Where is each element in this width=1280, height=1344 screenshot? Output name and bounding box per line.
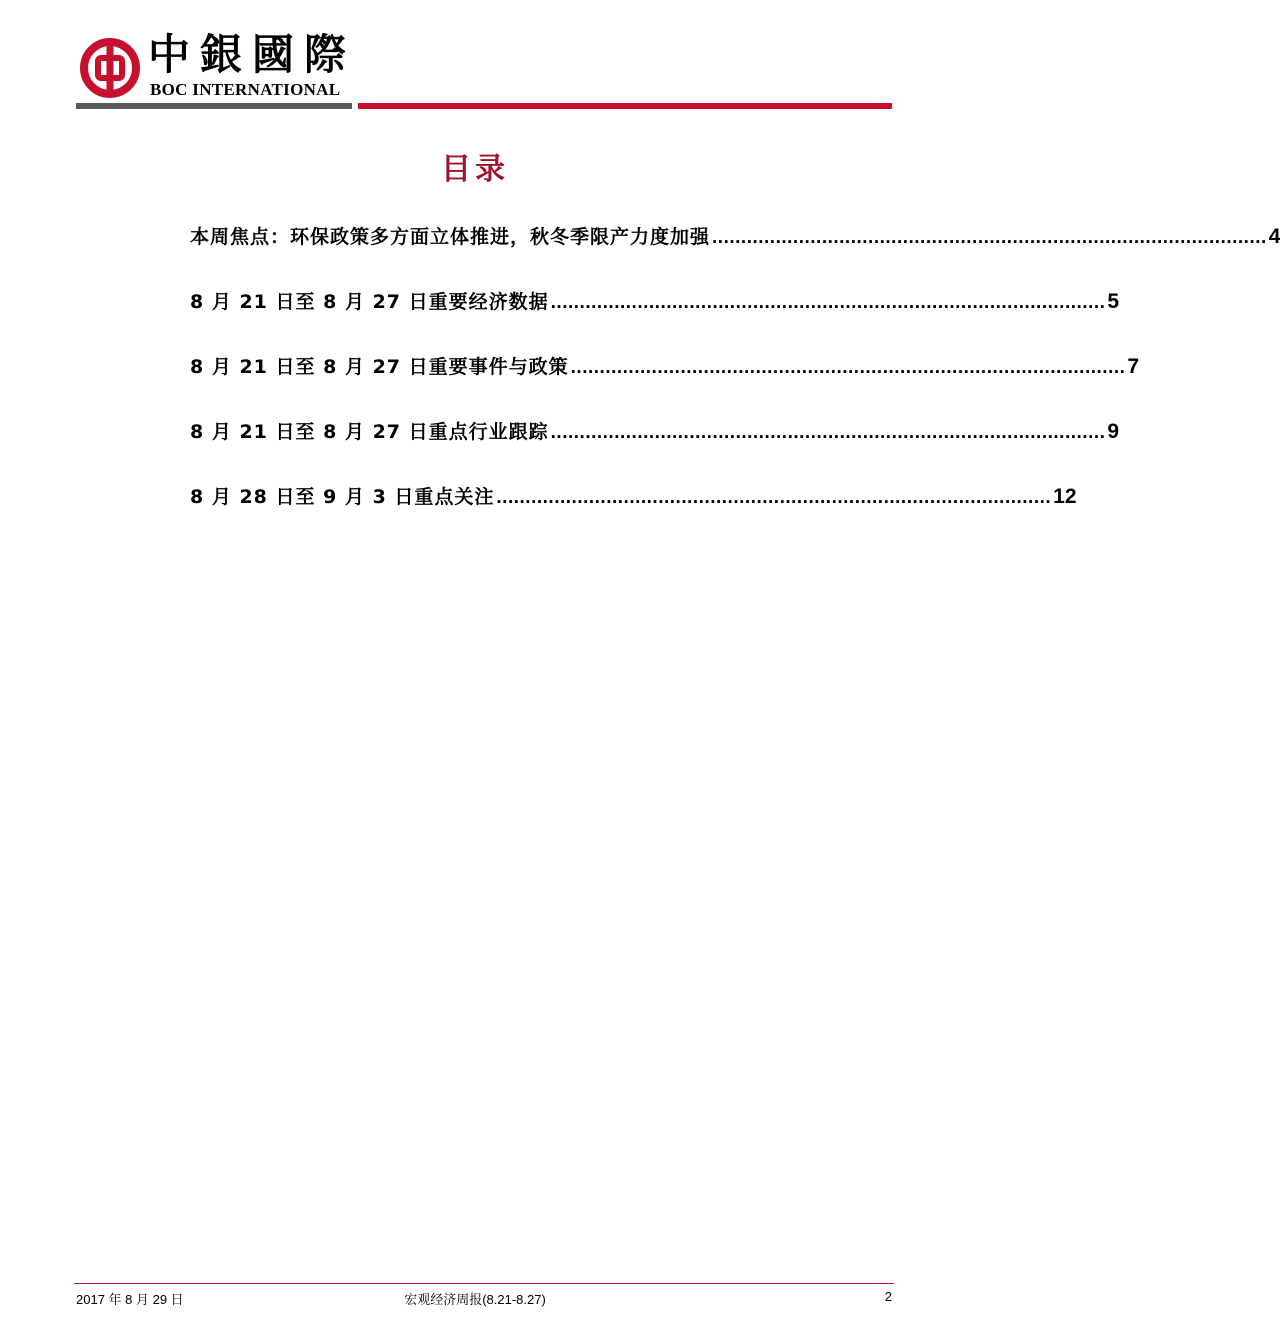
toc-entry-economic-data[interactable] — [190, 287, 1120, 352]
toc-entry-text: 8 月 21 日至 8 月 27 日重要事件与政策 — [190, 356, 569, 378]
toc-leader-dots: ................................................................................................ — [550, 292, 1106, 313]
boc-logo-icon — [80, 38, 140, 98]
toc-entry-page: 5 — [1107, 290, 1120, 313]
toc-entry-page: 9 — [1107, 420, 1120, 443]
footer-page-number: 2 — [884, 1289, 892, 1304]
toc-entry-page: 12 — [1053, 485, 1077, 508]
header-rule-red — [358, 103, 892, 109]
toc-entry-industry-tracking[interactable] — [190, 417, 1120, 482]
toc-leader-dots: ................................................................................................ — [570, 357, 1126, 378]
toc-entry-page: 7 — [1127, 355, 1140, 378]
toc-entry-focus[interactable] — [190, 222, 1280, 287]
footer-date: 2017 年 8 月 29 日 — [76, 1292, 184, 1307]
toc-leader-dots: ................................................................................................ — [496, 487, 1052, 508]
header-rule-gray — [76, 103, 352, 109]
toc-entry-events-policies[interactable] — [190, 352, 1140, 417]
toc-entry-text: 8 月 21 日至 8 月 27 日重点行业跟踪 — [190, 421, 549, 443]
toc-title: 目录 — [441, 152, 509, 187]
toc-entry-key-focus[interactable] — [190, 482, 1077, 547]
toc-entry-text: 8 月 21 日至 8 月 27 日重要经济数据 — [190, 291, 549, 313]
toc-leader-dots: ................................................................................................ — [550, 422, 1106, 443]
toc-leader-dots: ................................................................................................ — [712, 227, 1267, 248]
page-header — [0, 0, 950, 112]
logo-chinese-name: 中銀國際 — [148, 30, 357, 79]
footer-report-title: 宏观经济周报(8.21-8.27) — [404, 1292, 546, 1307]
table-of-contents — [190, 222, 1280, 547]
toc-entry-page: 4 — [1268, 225, 1280, 248]
logo-english-name: BOC INTERNATIONAL — [150, 80, 341, 99]
toc-entry-text: 本周焦点：环保政策多方面立体推进，秋冬季限产力度加强 — [190, 226, 711, 248]
toc-entry-text: 8 月 28 日至 9 月 3 日重点关注 — [190, 486, 495, 508]
footer-rule — [74, 1283, 894, 1284]
